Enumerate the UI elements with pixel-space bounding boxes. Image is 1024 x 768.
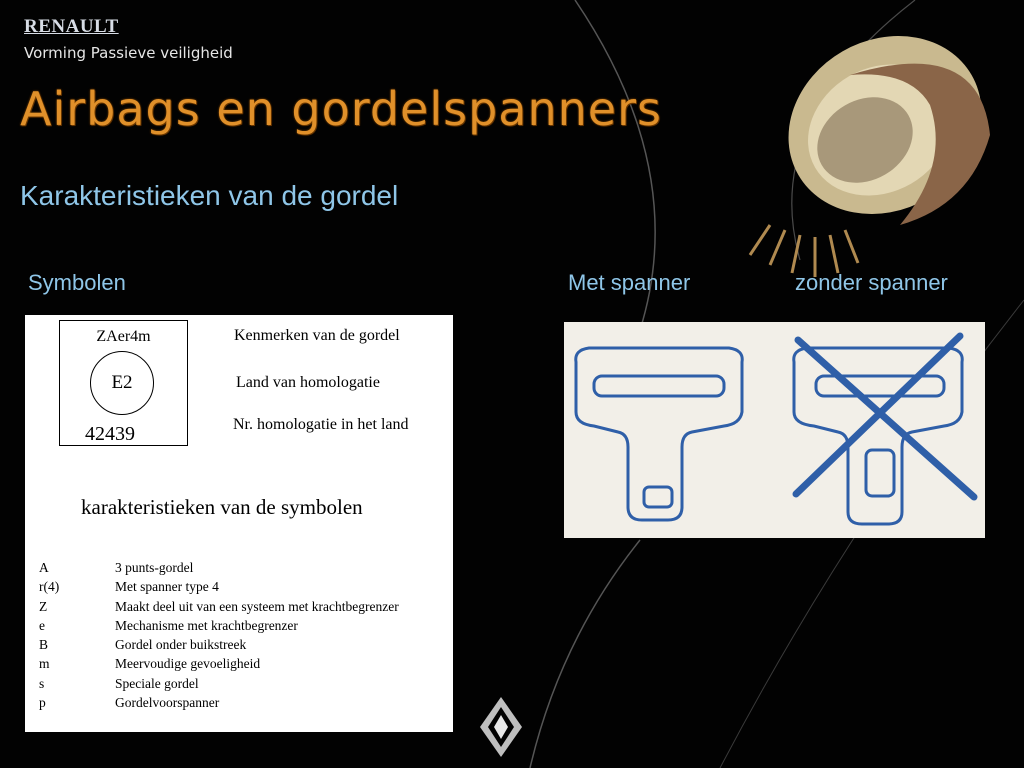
with-tensioner-label: Met spanner — [568, 270, 691, 295]
symbol-meaning: Gordelvoorspanner — [115, 695, 220, 711]
symbols-list — [39, 558, 399, 712]
stamp-country-circle — [90, 351, 154, 415]
page-title: Airbags en gordelspanners — [20, 82, 662, 136]
list-item — [39, 635, 399, 654]
symbols-label: Symbolen — [28, 270, 126, 295]
symbol-code: e — [39, 617, 45, 633]
symbol-meaning: Met spanner type 4 — [115, 579, 219, 595]
list-item — [39, 616, 399, 635]
stamp-code-description: Kenmerken van de gordel — [234, 327, 400, 344]
list-item — [39, 693, 399, 712]
section-title: Karakteristieken van de gordel — [20, 180, 399, 211]
brand-name: RENAULT — [24, 16, 119, 37]
symbol-code: A — [39, 560, 49, 575]
buckle-without-tensioner — [794, 348, 962, 524]
without-tensioner-label: zonder spanner — [795, 270, 948, 295]
symbol-code: p — [39, 695, 46, 711]
symbols-heading: karakteristieken van de symbolen — [81, 495, 363, 519]
symbols-panel — [25, 315, 453, 732]
symbol-meaning: Speciale gordel — [115, 675, 199, 691]
airbag-illustration — [730, 15, 1010, 285]
buckle-comparison-panel — [564, 322, 985, 538]
homologation-stamp — [59, 320, 188, 446]
symbol-meaning: Maakt deel uit van een systeem met krachtbegrenzer — [115, 598, 399, 614]
stamp-country: E2 — [111, 372, 133, 393]
cross-out-icon — [796, 336, 974, 497]
symbol-code: r(4) — [39, 579, 60, 595]
symbol-code: m — [39, 656, 50, 672]
brand-subtitle: Vorming Passieve veiligheid — [24, 44, 233, 62]
symbol-code: s — [39, 675, 45, 691]
list-item — [39, 558, 399, 577]
list-item — [39, 597, 399, 616]
symbol-code: B — [39, 637, 49, 653]
symbol-meaning: Meervoudige gevoeligheid — [115, 656, 261, 672]
symbol-meaning: Gordel onder buikstreek — [115, 637, 247, 653]
list-item — [39, 654, 399, 673]
renault-diamond-logo — [478, 695, 524, 759]
list-item — [39, 577, 399, 596]
buckle-illustrations — [564, 322, 985, 538]
stamp-code: ZAer4m — [96, 328, 151, 345]
stamp-country-description: Land van homologatie — [236, 374, 380, 391]
list-item — [39, 674, 399, 693]
stamp-number-description: Nr. homologatie in het land — [233, 416, 409, 433]
symbol-meaning: Mechanisme met krachtbegrenzer — [115, 617, 298, 633]
symbol-meaning: 3 punts-gordel — [115, 560, 194, 575]
stamp-number: 42439 — [85, 423, 135, 445]
symbol-code: Z — [39, 598, 48, 614]
buckle-with-tensioner — [576, 348, 742, 520]
